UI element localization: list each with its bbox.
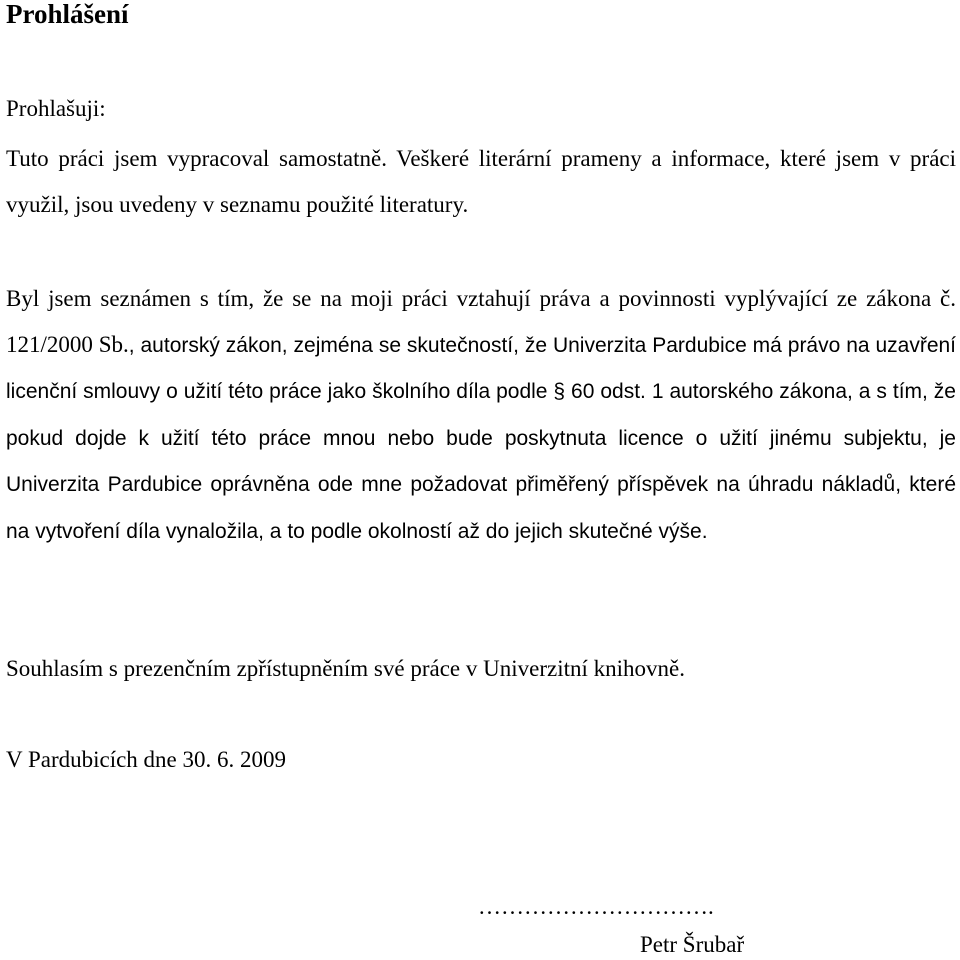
- paragraph-copyright-lead: Byl jsem seznámen s tím, že se na moji práci vztahují práva a povinnosti vyplývající ze zákona č. 121/2000 Sb.: [6, 286, 956, 357]
- paragraph-authorship: Tuto práci jsem vypracoval samostatně. Veškeré literární prameny a informace, které jsem v práci využil, jsou uvedeny v seznamu použité literatury.: [6, 146, 956, 217]
- place-and-date: V Pardubicích dne 30. 6. 2009: [6, 747, 287, 772]
- page-title: Prohlášení: [6, 0, 129, 29]
- signature-line: ………………………….: [478, 894, 714, 919]
- paragraph-copyright-rest: , autorský zákon, zejména se skutečností, že Univerzita Pardubice má právo na uzavření licenční smlouvy o užití této práce jako školního díla podle § 60 odst. 1 autorského zákona, a s tím, že pokud dojde k užití této práce mnou nebo bude poskytnuta licence o užití jinému subjektu, je Univerzita Pardubice oprávněna ode mne požadovat přiměřený příspěvek na úhradu nákladů, které na vytvoření díla vynaložila, a to podle okolností až do jejich skutečné výše.: [6, 333, 957, 543]
- signature-name: Petr Šrubař: [640, 932, 745, 957]
- consent-statement: Souhlasím s prezenčním zpřístupněním své práce v Univerzitní knihovně.: [6, 656, 685, 681]
- paragraph-copyright: [6, 276, 956, 555]
- intro-label: Prohlašuji:: [6, 96, 106, 121]
